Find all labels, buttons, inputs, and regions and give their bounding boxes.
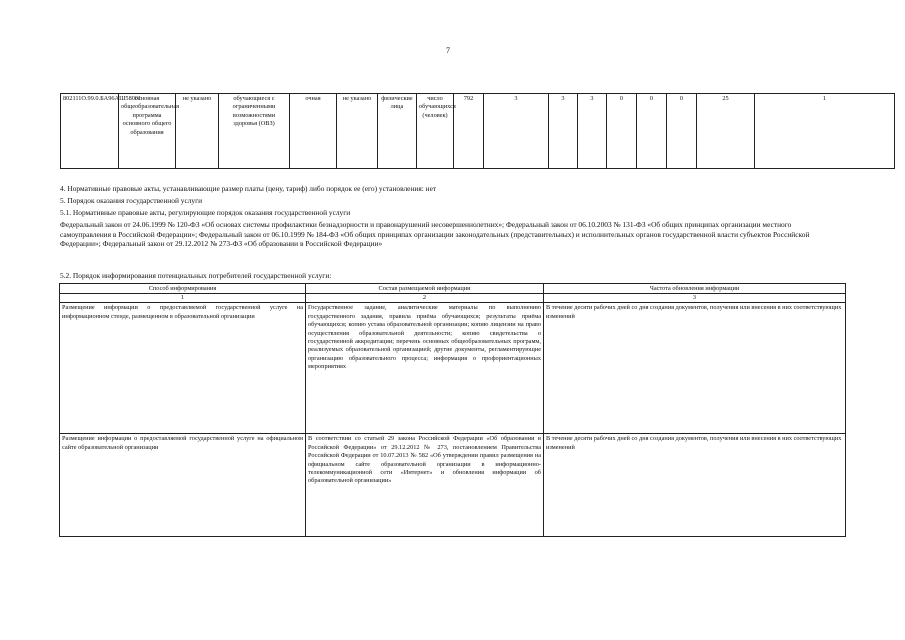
section-5-2-heading: 5.2. Порядок информирования потенциальных потребителей государственной услуги: (60, 271, 332, 280)
table-cell: основная общеобразовательная программа основного общего образования (119, 94, 176, 169)
table-row (61, 94, 895, 169)
table-row (60, 303, 846, 434)
table-cell: 1 (755, 94, 895, 169)
table-cell: физические лица (378, 94, 417, 169)
table-cell: 792 (454, 94, 484, 169)
table-cell: 0 (607, 94, 637, 169)
column-index: 2 (306, 294, 544, 303)
service-indicators-table (60, 93, 895, 169)
table-cell: 802111О.99.0.БА96АШ58001 (61, 94, 119, 169)
section-5-1-text: Федеральный закон от 24.06.1999 № 120-ФЗ «Об основах системы профилактики безнадзорности и правонарушений несовершеннолетних»; Федеральный закон от 06.10.2003 № 131-ФЗ «Об общих принципах организации местного самоуправления в Российской Федерации»; Федеральный закон от 06.10.1999 № 184-ФЗ «Об общих принципах организации законодательных (представительных) и исполнительных органов государственной власти субъектов Российской Федерации»; Федеральный закон от 29.12.2012 № 273-ФЗ «Об образовании в Российской Федерации» (60, 220, 810, 249)
table-cell: не указано (176, 94, 219, 169)
page-number: 7 (446, 46, 450, 55)
column-index: 1 (60, 294, 306, 303)
information-table (59, 283, 846, 537)
table-cell: В течение десяти рабочих дней со дня создания документов, получения или внесения в них соответствующих изменений (544, 303, 846, 434)
table-cell: 3 (549, 94, 578, 169)
column-header: Способ информирования (60, 284, 306, 294)
column-header: Состав размещаемой информации (306, 284, 544, 294)
table-cell: Размещение информации о предоставляемой государственной услуге на официальном сайте образовательной организации (60, 434, 306, 537)
table-cell: очная (290, 94, 337, 169)
table-cell: не указано (337, 94, 378, 169)
column-index: 3 (544, 294, 846, 303)
section-5-1-heading: 5.1. Нормативные правовые акты, регулирующие порядок оказания государственной услуги (60, 208, 351, 217)
table-row (60, 434, 846, 537)
table-header-row (60, 284, 846, 294)
table-cell: 0 (637, 94, 667, 169)
table-cell: В соответствии со статьей 29 закона Российской Федерации «Об образовании в Российской Федерации» от 29.12.2012 № 273, постановлением Правительства Российской Федерации от 10.07.2013 № 582 «Об утверждении правил размещения на официальном сайте образовательной организации в информационно-телекоммуникационной сети «Интернет» и обновления информации об образовательной организации» (306, 434, 544, 537)
table-cell: Размещение информации о предоставляемой государственной услуге на информационном стенде, размещенном в образовательной организации (60, 303, 306, 434)
table-cell: 0 (667, 94, 697, 169)
section-5-heading: 5. Порядок оказания государственной услуги (60, 196, 203, 205)
table-index-row (60, 294, 846, 303)
table-cell: 3 (484, 94, 549, 169)
table-cell: 3 (578, 94, 607, 169)
table-cell: 25 (697, 94, 755, 169)
table-cell: число обучающихся (человек) (417, 94, 454, 169)
table-cell: обучающиеся с ограниченными возможностями здоровья (ОВЗ) (219, 94, 290, 169)
column-header: Частота обновления информации (544, 284, 846, 294)
table-cell: В течение десяти рабочих дней со дня создания документов, получения или внесения в них соответствующих изменений (544, 434, 846, 537)
section-4-text: 4. Нормативные правовые акты, устанавливающие размер платы (цену, тариф) либо порядок ее (его) установления: нет (60, 184, 437, 193)
table-cell: Государственное задание, аналитические материалы по выполнению государственного задания, правила приёма обучающихся; результаты приёма обучающихся; копию устава образовательной организации; копию лицензии на право осуществления образовательной деятельности; копию свидетельства о государственной аккредитации; перечень основных общеобразовательных программ, реализуемых образовательной организацией; другие документы, регламентирующие организацию образовательного процесса; информация о профориентационных мероприятиях (306, 303, 544, 434)
